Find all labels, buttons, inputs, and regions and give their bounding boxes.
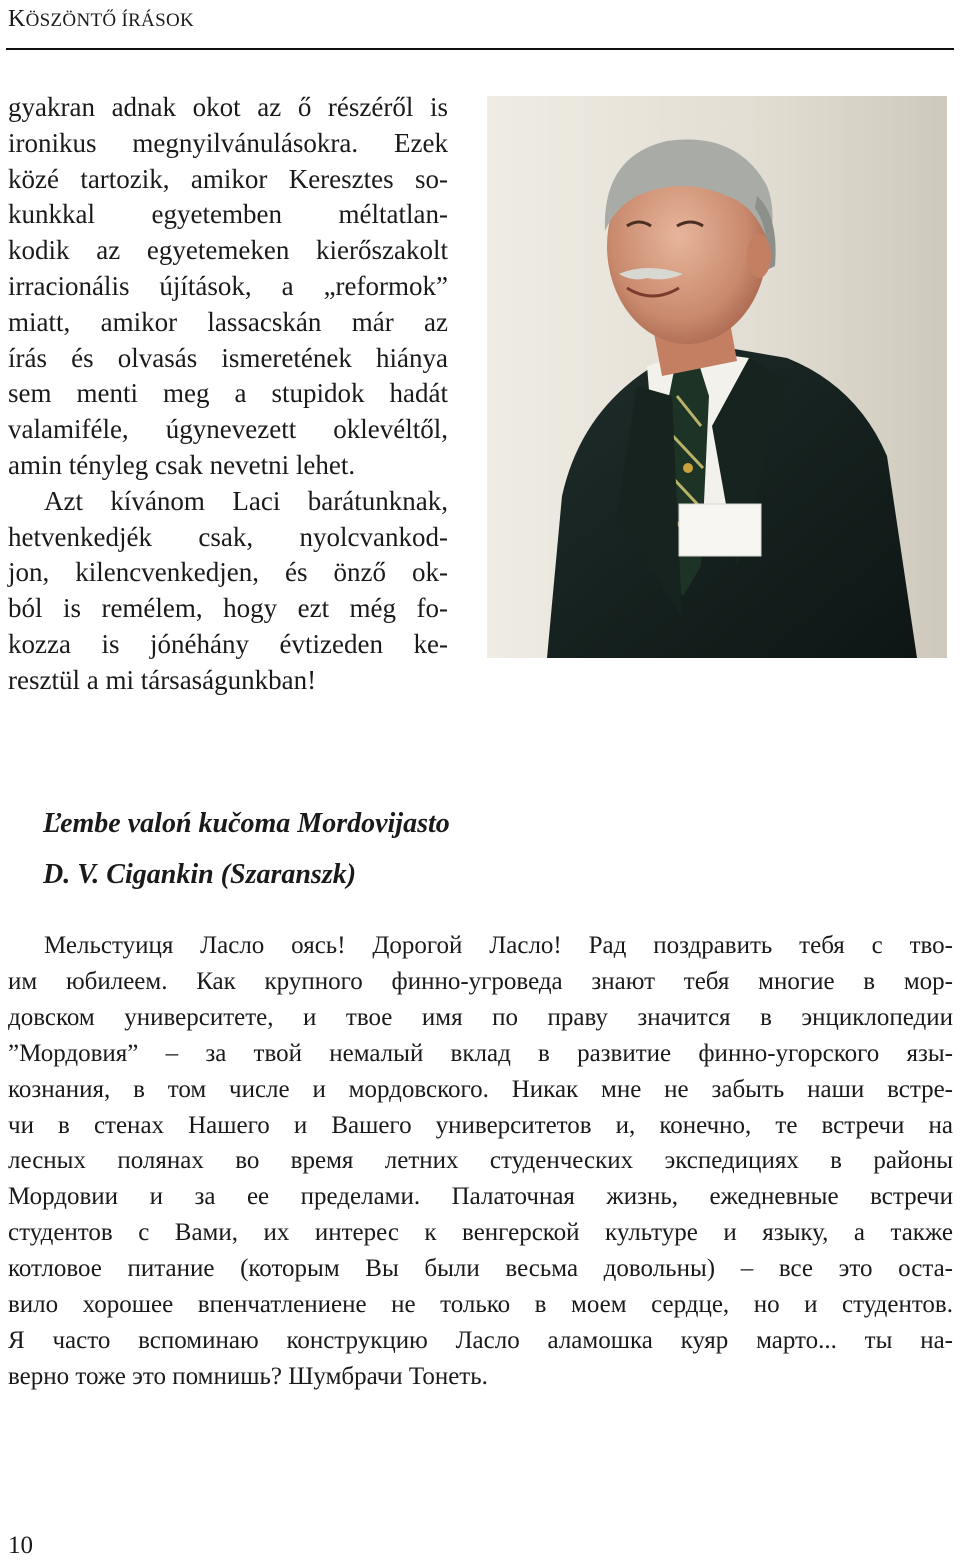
article2-line: студентов с Вами, их интерес к венгерской культуре и языку, а также	[8, 1219, 953, 1247]
article1-line: kozza is jónéhány évtizeden ke-	[8, 628, 448, 659]
portrait-photo-drawing	[487, 96, 947, 658]
article2-line: лесных полянах во время летних студенческих экспедициях в районы	[8, 1147, 953, 1175]
article1-line: jon, kilencvenkedjen, és önző ok-	[8, 557, 448, 588]
article1-line: irracionális újítások, a „reformok”	[8, 270, 448, 301]
article2-line: чи в стенах Нашего и Вашего университетов и, конечно, те встречи на	[8, 1111, 953, 1139]
article1-line: ironikus megnyilvánulásokra. Ezek	[8, 127, 448, 158]
article2-line: им юбилеем. Как крупного финно-угроведа знают тебя многие в мор-	[8, 967, 953, 995]
article1-line: valamiféle, úgynevezett oklevéltől,	[8, 414, 448, 445]
article2-line: котловое питание (которым Вы были весьма довольны) – все это оста-	[8, 1255, 953, 1283]
portrait-photo	[487, 96, 947, 658]
article2-body	[8, 928, 953, 1395]
article1-line: Azt kívánom Laci barátunknak,	[44, 485, 448, 516]
running-header-initial: K	[8, 6, 26, 32]
article2-author: D. V. Cigankin (Szaranszk)	[43, 859, 357, 890]
article2-line: кознания, в том числе и мордовского. Никак мне не забыть наши встре-	[8, 1075, 953, 1103]
article1-line: sem menti meg a stupidok hadát	[8, 378, 448, 409]
article1-line: resztül a mi társaságunkban!	[8, 664, 317, 695]
article1-line: kodik az egyetemeken kierőszakolt	[8, 235, 448, 266]
article1-line: kunkkal egyetemben méltatlan-	[8, 199, 448, 230]
article2-line: Мельстуиця Ласло оясь! Дорогой Ласло! Рад поздравить тебя с тво-	[44, 932, 953, 959]
article2-line: довском университете, и твое имя по праву значится в энциклопедии	[8, 1003, 953, 1031]
article2-line: вило хорошее впенчатлениене не только в моем сердце, но и студентов.	[8, 1291, 953, 1319]
article2-title: Ľembe valoń kučoma Mordovijasto	[43, 808, 450, 839]
page-number: 10	[8, 1532, 33, 1559]
article1-line: ból is remélem, hogy ezt még fo-	[8, 593, 448, 624]
article1-line: amin tényleg csak nevetni lehet.	[8, 449, 356, 480]
article2-line: Мордовии и за ее пределами. Палаточная жизнь, ежедневные встречи	[8, 1183, 953, 1211]
article1-line: írás és olvasás ismeretének hiánya	[8, 342, 448, 373]
article1-line: közé tartozik, amikor Keresztes so-	[8, 163, 448, 194]
article1-body	[8, 90, 448, 699]
header-rule	[6, 48, 954, 50]
article2-line: ”Мордовия” – за твой немалый вклад в развитие финно-угорского язы-	[8, 1039, 953, 1067]
article1-line: hetvenkedjék csak, nyolcvankod-	[8, 521, 448, 552]
article1-line: gyakran adnak okot az ő részéről is	[8, 92, 448, 122]
running-header-rest: ÖSZÖNTŐ ÍRÁSOK	[25, 10, 194, 31]
article2-line: верно тоже это помнишь? Шумбрачи Тонеть.	[8, 1362, 488, 1390]
running-header	[8, 6, 194, 33]
article1-line: miatt, amikor lassacskán már az	[8, 306, 448, 337]
article2-line: Я часто вспоминаю конструкцию Ласло аламошка куяр марто... ты на-	[8, 1326, 953, 1354]
